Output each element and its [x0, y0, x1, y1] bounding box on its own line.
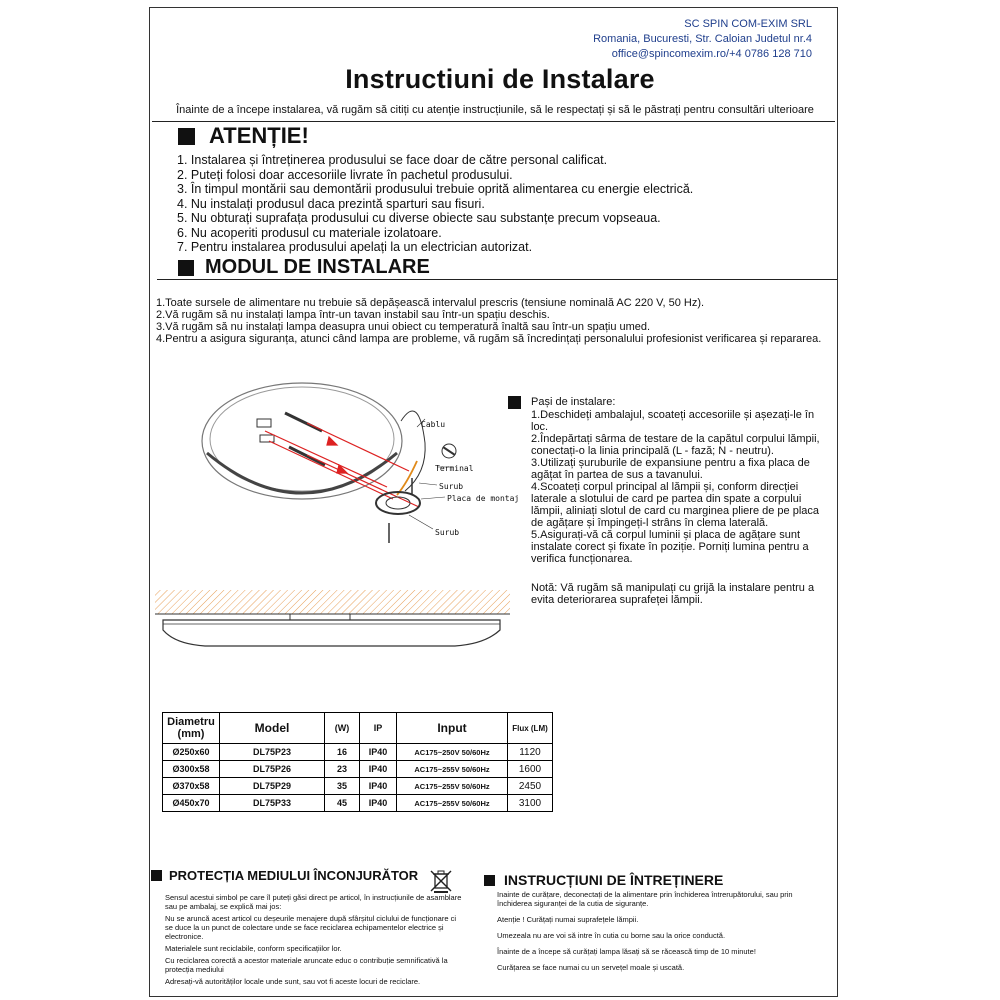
warning-heading: ATENȚIE!: [178, 123, 309, 149]
list-item: Curățarea se face numai cu un servețel moale și uscată.: [497, 963, 685, 972]
table-header-row: [163, 713, 553, 744]
label-surub-top: Surub: [439, 482, 464, 491]
maintenance-heading: INSTRUCȚIUNI DE ÎNTREȚINERE: [484, 872, 723, 888]
connector-icon: [257, 419, 271, 427]
mounted-lamp-side-view: [155, 588, 515, 658]
list-item: Cu reciclarea corectă a acestor materiale aruncate educ o contribuție semnificativă la protecția mediului: [165, 956, 448, 974]
bullet-square-icon: [178, 260, 194, 276]
page-title: Instructiuni de Instalare: [345, 64, 655, 94]
maintenance-list: [497, 890, 827, 979]
table-row: Ø250x60 DL75P23 16 IP40 AC175~250V 50/60Hz 1120: [163, 744, 553, 761]
bullet-square-icon: [178, 128, 195, 145]
install-steps: [531, 396, 831, 606]
clip-icon: [285, 413, 322, 431]
crossed-bin-icon: [428, 868, 454, 894]
ceiling-hatch: [155, 590, 510, 614]
bullet-square-icon: [151, 870, 162, 881]
list-item: 2. Puteți folosi doar accesoriile livrate în pachetul produsului.: [177, 167, 513, 182]
list-item: Înainte de a începe să curățați lampa lăsați să se răcească timp de 10 minute!: [497, 947, 756, 956]
table-row: Ø370x58 DL75P29 35 IP40 AC175~255V 50/60Hz 2450: [163, 778, 553, 795]
step-item: 1.Deschideți ambalajul, scoateți accesoriile și așezați-le în loc.: [531, 409, 815, 433]
th-input: Input: [397, 713, 508, 744]
label-placa: Placa de montaj: [447, 494, 520, 503]
divider-top: [152, 121, 835, 122]
list-item: Sensul acestui simbol pe care îl puteți găsi direct pe articol, în instrucțiunile de asamblare sau pe ambalaj, se explică mai jos:: [165, 893, 462, 911]
list-item: 1. Instalarea și întreținerea produsului se face doar de către personal calificat.: [177, 153, 608, 167]
list-item: Adresați-vă autorităților locale unde sunt, sau vot fi aceste locuri de reciclare.: [165, 977, 421, 986]
mounting-plate-icon: [376, 492, 420, 514]
install-heading: MODUL DE INSTALARE: [178, 256, 430, 279]
company-contact: office@spincomexim.ro/+4 0786 128 710: [611, 48, 812, 60]
warning-list: [177, 153, 693, 255]
mounting-plate-icon: [290, 614, 350, 620]
company-name: SC SPIN COM-EXIM SRL: [684, 18, 812, 30]
install-list: [156, 297, 821, 345]
steps-title: Pași de instalare:: [531, 396, 616, 408]
environment-heading: PROTECȚIA MEDIULUI ÎNCONJURĂTOR: [151, 868, 418, 883]
lamp-disc-outer: [202, 383, 402, 499]
label-surub-bottom: Surub: [435, 528, 460, 537]
installation-diagram: [157, 383, 520, 553]
step-item: 2.Îndepărtați sârma de testare de la capătul corpului lămpii, conectați-o la linia principală (L - fază; N - neutru).: [531, 433, 820, 457]
company-header: [593, 17, 812, 62]
table-row: Ø300x58 DL75P26 23 IP40 AC175~255V 50/60Hz 1600: [163, 761, 553, 778]
list-item: 6. Nu acoperiti produsul cu materiale izolatoare.: [177, 225, 442, 240]
th-model: Model: [220, 713, 325, 744]
bullet-square-icon: [508, 396, 521, 409]
list-item: 7. Pentru instalarea produsului apelați la un electrician autorizat.: [177, 240, 533, 254]
list-item: Umezeala nu are voi să intre în cutia cu borne sau la orice conductă.: [497, 931, 726, 940]
list-item: 4.Pentru a asigura siguranța, atunci când lampa are probleme, vă rugăm să încredințați personalului profesionist verificarea și repararea.: [156, 333, 822, 345]
table-row: Ø450x70 DL75P33 45 IP40 AC175~255V 50/60Hz 3100: [163, 795, 553, 812]
environment-list: [165, 893, 465, 989]
company-address: Romania, Bucuresti, Str. Caloian Judetul nr.4: [593, 33, 812, 45]
list-item: 5. Nu obturați suprafața produsului cu diverse obiecte sau substanțe precum vopseaua.: [177, 211, 661, 225]
step-item: 5.Asigurați-vă că corpul luminii și placa de agățare sunt instalate corect și fixate în poziție. Porniți lumina pentru a verifica funcționarea.: [531, 529, 809, 565]
th-diameter: Diametru (mm): [163, 713, 220, 744]
list-item: 2.Vă rugăm să nu instalați lampa într-un tavan instabil sau într-un spațiu deschis.: [156, 309, 550, 321]
label-terminal: Terminal: [435, 464, 474, 473]
label-cablu: Cablu: [421, 420, 446, 429]
intro-text: Înainte de a începe instalarea, vă rugăm să citiți cu atenție instrucțiunile, să le respectați și să le păstrați pentru consultări ulterioare: [176, 104, 814, 116]
th-ip: IP: [360, 713, 397, 744]
th-watt: (W): [325, 713, 360, 744]
list-item: 4. Nu instalați produsul daca prezintă sparturi sau fisuri.: [177, 196, 485, 211]
step-item: 4.Scoateți corpul principal al lămpii și, conform direcției laterale a slotului de card pe partea din spate a corpului lămpii, aliniați slotul de card cu marginea pliere de pe placa de agățare și împingeți-l strâns în clema laterală.: [531, 481, 819, 529]
list-item: 3.Vă rugăm să nu instalați lampa deasupra unui obiect cu temperatură înaltă sau într-un spațiu umed.: [156, 321, 651, 333]
list-item: Atenție ! Curățați numai suprafețele lămpii.: [497, 915, 639, 924]
step-item: 3.Utilizați șuruburile de expansiune pentru a fixa placa de agățat în partea de sus a tavanului.: [531, 457, 810, 481]
list-item: 3. În timpul montării sau demontării produsului trebuie oprită alimentarea cu energie electrică.: [177, 182, 694, 196]
list-item: 1.Toate sursele de alimentare nu trebuie să depășească intervalul prescris (tensiune nominală AC 220 V, 50 Hz).: [156, 297, 705, 309]
spec-table: [162, 712, 553, 812]
bullet-square-icon: [484, 875, 495, 886]
list-item: Nu se aruncă acest articol cu deșeurile menajere după sfârșitul ciclului de funcționare ci se duce la un punct de colectare unde se face reciclarea echipamentelor electrice și electronice.: [165, 914, 456, 941]
th-flux: Flux (LM): [508, 713, 553, 744]
list-item: Inainte de curățare, deconectați de la alimentare prin închiderea întrerupătorului, sau prin închiderea siguranței de la cutia de siguranțe.: [497, 890, 793, 908]
steps-note: Notă: Vă rugăm să manipulați cu grijă la instalare pentru a evita deteriorarea suprafeței lămpii.: [531, 582, 815, 606]
connector-icon: [260, 435, 274, 442]
list-item: Materialele sunt reciclabile, conform specificațiilor lor.: [165, 944, 342, 953]
divider-install: [157, 279, 837, 280]
